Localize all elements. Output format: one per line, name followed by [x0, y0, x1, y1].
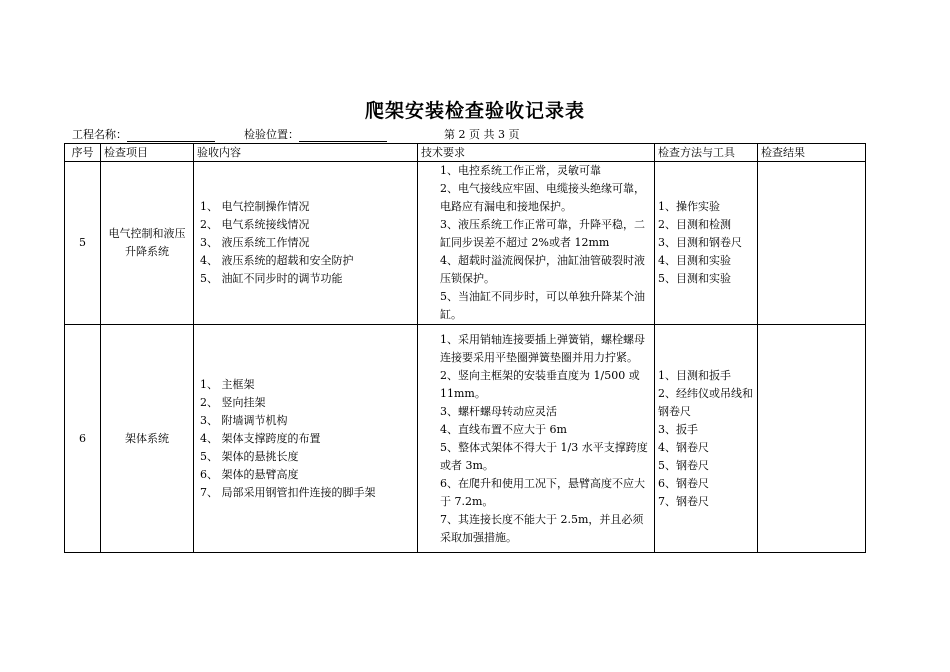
project-name-blank[interactable]	[127, 129, 215, 142]
row-result[interactable]	[758, 162, 866, 325]
requirement-line: 7、其连接长度不能大于 2.5m，并且必须采取加强措施。	[440, 512, 644, 544]
row-methods	[655, 162, 758, 325]
method-line: 6、钢卷尺	[658, 476, 709, 490]
content-line: 1、 电气控制操作情况	[200, 200, 310, 213]
inspection-location-field	[244, 126, 387, 142]
header-no: 序号	[65, 144, 101, 162]
inspection-location-label: 检验位置：	[244, 128, 299, 141]
header-item: 检查项目	[101, 144, 194, 162]
row-no: 6	[65, 325, 101, 553]
row-requirements	[418, 325, 655, 553]
content-line: 6、 架体的悬臂高度	[200, 467, 299, 481]
row-content	[194, 162, 418, 325]
content-line: 2、 电气系统接线情况	[200, 218, 310, 231]
method-line: 4、钢卷尺	[658, 440, 709, 454]
row-requirements	[418, 162, 655, 325]
method-line: 3、扳手	[658, 422, 698, 436]
inspection-table	[64, 143, 866, 553]
method-line: 2、目测和检测	[658, 218, 731, 231]
content-line: 3、 液压系统工作情况	[200, 236, 310, 249]
table-header-row	[65, 144, 866, 162]
content-line: 5、 油缸不同步时的调节功能	[200, 272, 343, 285]
method-line: 5、钢卷尺	[658, 458, 709, 472]
content-line: 2、 竖向挂架	[200, 395, 266, 409]
requirement-line: 6、在爬升和使用工况下，悬臂高度不应大于 7.2m。	[440, 476, 645, 508]
header-result: 检查结果	[758, 144, 866, 162]
project-name-field	[72, 126, 215, 142]
requirement-line: 4、超载时溢流阀保护，油缸油管破裂时液压锁保护。	[440, 254, 645, 285]
page-title: 爬架安装检查验收记录表	[364, 100, 585, 122]
method-line: 5、目测和实验	[658, 272, 731, 285]
requirement-line: 2、竖向主框架的安装垂直度为 1/500 或 11mm。	[440, 368, 640, 400]
method-line: 2、经纬仪或吊线和钢卷尺	[658, 386, 753, 418]
content-line: 3、 附墙调节机构	[200, 413, 288, 427]
content-line: 7、 局部采用钢管扣件连接的脚手架	[200, 485, 376, 499]
method-line: 7、钢卷尺	[658, 494, 709, 508]
method-line: 1、操作实验	[658, 200, 720, 213]
method-line: 1、目测和扳手	[658, 368, 731, 382]
inspection-location-blank[interactable]	[299, 129, 387, 142]
row-item: 电气控制和液压升降系统	[101, 162, 194, 325]
method-line: 3、目测和钢卷尺	[658, 236, 742, 249]
row-content	[194, 325, 418, 553]
row-item: 架体系统	[101, 325, 194, 553]
content-line: 4、 液压系统的超载和安全防护	[200, 254, 354, 267]
requirement-line: 4、直线布置不应大于 6m	[440, 422, 567, 436]
project-name-label: 工程名称：	[72, 128, 127, 141]
requirement-line: 5、整体式架体不得大于 1/3 水平支撑跨度或者 3m。	[440, 440, 648, 472]
row-no: 5	[65, 162, 101, 325]
method-line: 4、目测和实验	[658, 254, 731, 267]
requirement-line: 3、螺杆螺母转动应灵活	[440, 404, 557, 418]
requirement-line: 1、采用销轴连接要插上弹簧销，螺栓螺母连接要采用平垫圈弹簧垫圈并用力拧紧。	[440, 332, 645, 364]
requirement-line: 3、液压系统工作正常可靠，升降平稳，二缸同步误差不超过 2%或者 12mm	[440, 218, 645, 249]
content-line: 5、 架体的悬挑长度	[200, 449, 299, 463]
requirement-line: 1、电控系统工作正常，灵敏可靠	[440, 164, 601, 177]
content-line: 1、 主框架	[200, 377, 255, 391]
table-row	[65, 162, 866, 325]
header-requirements: 技术要求	[418, 144, 655, 162]
row-methods	[655, 325, 758, 553]
table-row	[65, 325, 866, 553]
row-result[interactable]	[758, 325, 866, 553]
header-methods: 检查方法与工具	[655, 144, 758, 162]
requirement-line: 2、电气接线应牢固、电缆接头绝缘可靠，电路应有漏电和接地保护。	[440, 182, 645, 213]
page-info: 第 2 页 共 3 页	[444, 128, 520, 141]
content-line: 4、 架体支撑跨度的布置	[200, 431, 321, 445]
header-content: 验收内容	[194, 144, 418, 162]
requirement-line: 5、当油缸不同步时，可以单独升降某个油缸。	[440, 290, 645, 321]
